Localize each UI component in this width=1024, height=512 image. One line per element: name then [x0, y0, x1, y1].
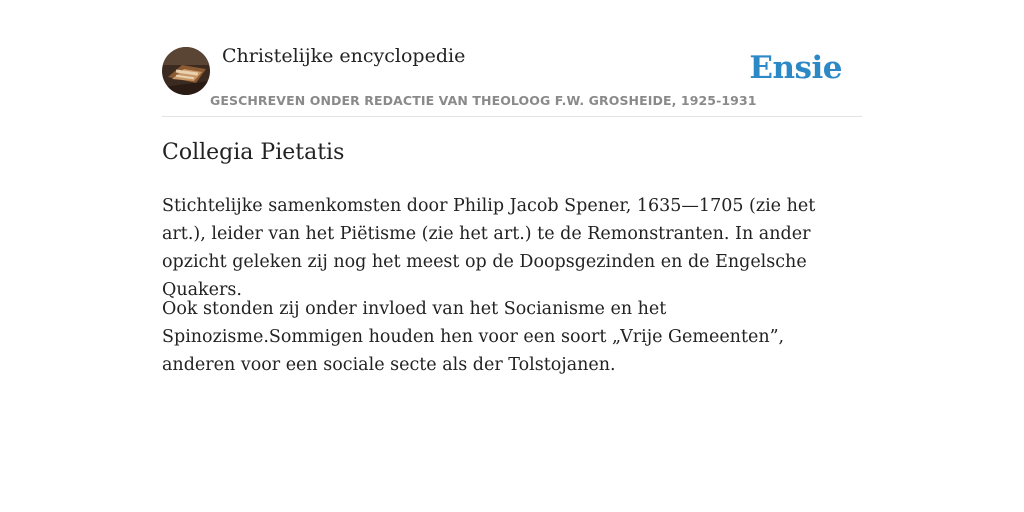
article-title: Collegia Pietatis	[162, 140, 345, 165]
site-subtitle: GESCHREVEN ONDER REDACTIE VAN THEOLOOG F.W. GROSHEIDE, 1925-1931	[210, 93, 757, 108]
site-name[interactable]: Christelijke encyclopedie	[222, 45, 466, 67]
encyclopedia-avatar[interactable]	[162, 47, 210, 95]
site-header	[162, 0, 862, 117]
article-paragraph: Ook stonden zij onder invloed van het Socianisme en het Spinozisme.Sommigen houden hen voor een soort „Vrije Gemeenten”, anderen voor een sociale secte als der Tolstojanen.	[162, 299, 785, 375]
page-container	[162, 0, 862, 512]
article-paragraph: Stichtelijke samenkomsten door Philip Jacob Spener, 1635—1705 (zie het art.), leider van het Piëtisme (zie het art.) te de Remonstranten. In ander opzicht geleken zij nog het meest op de Doopsgezinden en de Engelsche Quakers.	[162, 196, 816, 300]
ensie-logo[interactable]: Ensie	[749, 50, 842, 86]
